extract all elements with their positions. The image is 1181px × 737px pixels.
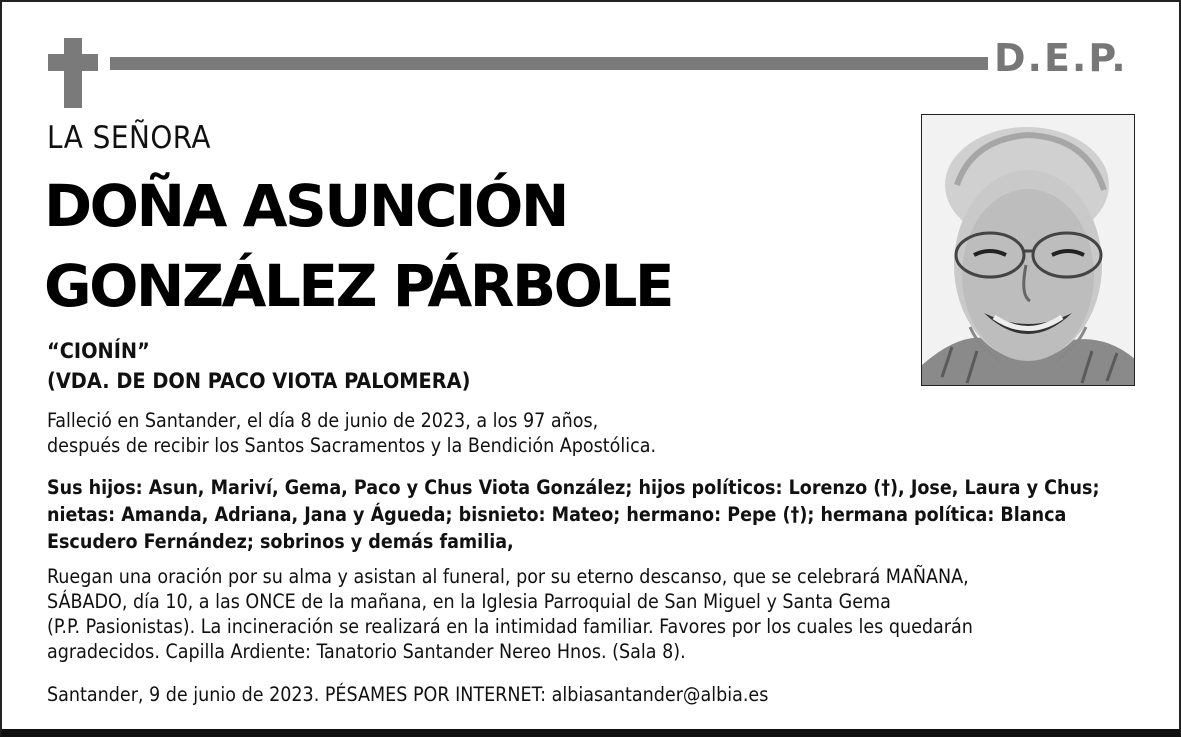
footer-line: Santander, 9 de junio de 2023. PÉSAMES POR INTERNET: albiasantander@albia.es [47,683,769,706]
family-line: nietas: Amanda, Adriana, Jana y Águeda; bisnieto: Mateo; hermano: Pepe (†); hermana política: Blanca [47,503,1067,526]
header-rule [110,57,988,70]
widow-of: (VDA. DE DON PACO VIOTA PALOMERA) [47,369,471,394]
funeral-line: Ruegan una oración por su alma y asistan al funeral, por su eterno descanso, que se celebrará MAÑANA, [47,565,969,588]
portrait-photo [921,114,1135,386]
deceased-name-line-1: DOÑA ASUNCIÓN [44,172,567,240]
nickname: “CIONÍN” [47,339,150,364]
death-notice-line: después de recibir los Santos Sacramentos y la Bendición Apostólica. [47,434,657,457]
dep-label: D.E.P. [994,36,1128,80]
funeral-line: (P.P. Pasionistas). La incineración se realizará en la intimidad familiar. Favores por los cuales les quedarán [47,615,973,638]
funeral-details [47,564,973,664]
honorific-label: LA SEÑORA [47,120,211,156]
funeral-line: agradecidos. Capilla Ardiente: Tanatorio Santander Nereo Hnos. (Sala 8). [47,640,686,663]
deceased-name-line-2: GONZÁLEZ PÁRBOLE [44,252,673,320]
deceased-name [44,166,672,326]
death-notice [47,408,656,458]
family-list [47,474,1099,555]
death-notice-line: Falleció en Santander, el día 8 de junio de 2023, a los 97 años, [47,409,599,432]
nickname-block [47,337,470,397]
funeral-line: SÁBADO, día 10, a las ONCE de la mañana, en la Iglesia Parroquial de San Miguel y Santa Gema [47,590,891,613]
family-line: Sus hijos: Asun, Mariví, Gema, Paco y Chus Viota González; hijos políticos: Lorenzo (†), Jose, Laura y Chus; [47,476,1100,499]
family-line: Escudero Fernández; sobrinos y demás familia, [47,530,514,553]
